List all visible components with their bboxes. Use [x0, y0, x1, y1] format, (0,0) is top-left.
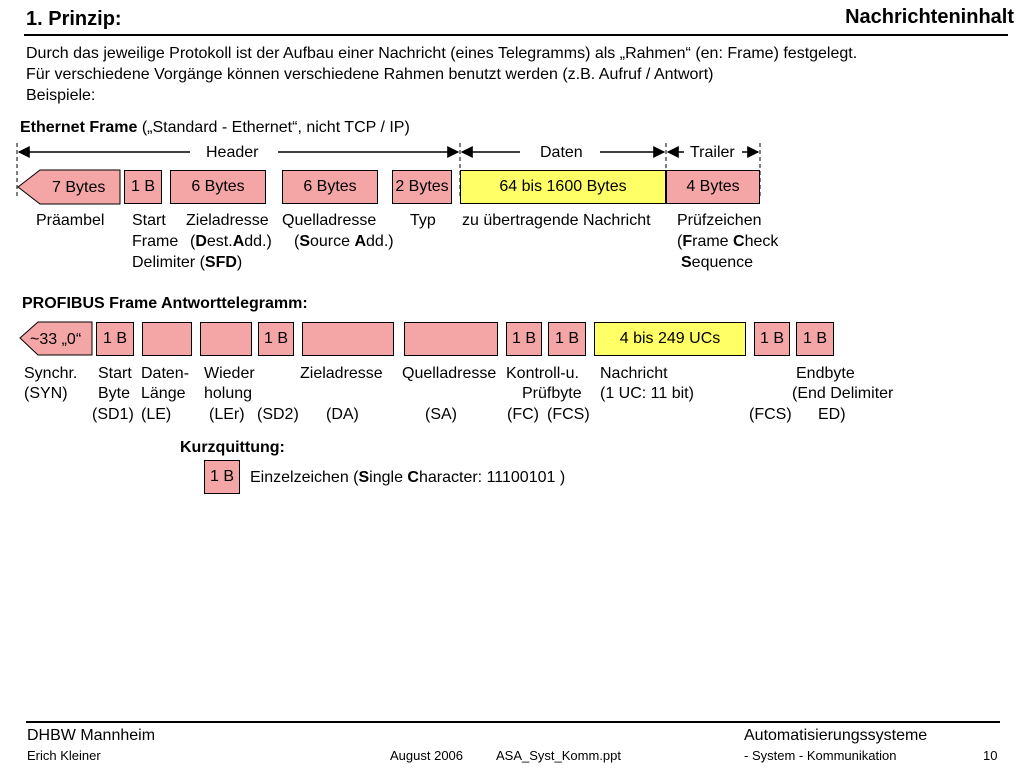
eth-box-praeambel-label: 7 Bytes	[52, 179, 106, 196]
kurzquittung-text	[250, 468, 565, 487]
pb-box-fcs2: 1 B	[754, 322, 790, 356]
eth-label-pruef-3a: S	[681, 254, 692, 271]
pb-label-da-2: (DA)	[326, 406, 359, 423]
eth-label-quell-2a: (	[294, 233, 300, 250]
footer-file: ASA_Syst_Komm.ppt	[496, 748, 621, 763]
kurzquittung-text-d: C	[407, 469, 419, 486]
eth-label-pruef-2a: (	[677, 233, 683, 250]
eth-label-pruef-3	[681, 253, 753, 272]
pb-box-data: 4 bis 249 UCs	[594, 322, 746, 356]
eth-label-pruef-2c: rame	[692, 233, 734, 250]
eth-label-sfd-3c: )	[236, 254, 243, 271]
pb-label-msg-1: Nachricht	[600, 365, 668, 382]
profibus-title: PROFIBUS Frame Antworttelegramm:	[22, 295, 308, 312]
slide-title: 1. Prinzip:	[26, 8, 122, 30]
intro-line-1: Durch das jeweilige Protokoll ist der Aufbau einer Nachricht (eines Telegramms) als „Rahmen“ (en: Frame) festgelegt.	[26, 45, 858, 62]
pb-box-sd2: 1 B	[258, 322, 294, 356]
ethernet-title-bold: Ethernet Frame	[20, 119, 138, 136]
slide-topic: Nachrichteninhalt	[845, 6, 1014, 28]
eth-label-ziel-2d: A	[232, 233, 245, 250]
pb-label-fc-3: (FC)	[507, 406, 539, 423]
pb-label-syn-2: (SYN)	[24, 385, 68, 402]
pb-label-ler-1: Wieder	[204, 365, 255, 382]
pb-label-le-2: Länge	[141, 385, 186, 402]
footer-date: August 2006	[390, 748, 464, 763]
section-header-label: Header	[206, 144, 259, 161]
eth-label-sfd-3b: SFD	[204, 254, 237, 271]
pb-label-ed-3: ED)	[818, 406, 846, 423]
eth-label-pruef-2	[677, 232, 778, 251]
eth-box-sfd: 1 B	[124, 170, 162, 204]
pb-label-sa-2: (SA)	[425, 406, 457, 423]
pb-label-da-1: Zieladresse	[300, 365, 383, 382]
eth-label-quell-1: Quelladresse	[282, 212, 377, 229]
ethernet-title-rest: („Standard - Ethernet“, nicht TCP / IP)	[141, 119, 410, 136]
pb-box-ed: 1 B	[796, 322, 834, 356]
eth-label-quell-2c: ource	[310, 233, 355, 250]
pb-label-ed-1: Endbyte	[796, 365, 855, 382]
eth-label-pruef-3b: equence	[691, 254, 754, 271]
pb-label-msg-2: (1 UC: 11 bit)	[600, 385, 694, 402]
pb-label-fc-2: Prüfbyte	[522, 385, 582, 402]
pb-label-fc-4: (FCS)	[547, 406, 590, 423]
footer-course: Automatisierungssysteme	[744, 727, 928, 744]
eth-label-pruef-2e: heck	[744, 233, 779, 250]
pb-box-syn-label: ~33 „0“	[30, 331, 82, 348]
eth-box-source: 6 Bytes	[282, 170, 378, 204]
eth-label-quell-2e: dd.)	[366, 233, 394, 250]
eth-label-sfd-3	[132, 253, 242, 272]
pb-label-le-3: (LE)	[141, 406, 172, 423]
kurzquittung-title: Kurzquittung:	[180, 439, 285, 456]
pb-box-le	[142, 322, 192, 356]
pb-label-sd1-2: Byte	[98, 385, 131, 402]
pb-box-sa	[404, 322, 498, 356]
section-daten-label: Daten	[540, 144, 583, 161]
pb-label-fc-1: Kontroll-u.	[506, 365, 579, 382]
pb-box-ler	[200, 322, 252, 356]
eth-label-praeambel: Präambel	[36, 212, 105, 229]
pb-label-ed-2: (End Delimiter	[792, 385, 894, 402]
pb-box-sd1: 1 B	[96, 322, 134, 356]
pb-label-ler-2: holung	[204, 385, 253, 402]
eth-label-nachricht: zu übertragende Nachricht	[462, 212, 651, 229]
footer-page-number: 10	[983, 748, 998, 763]
pb-label-le-1: Daten-	[141, 365, 190, 382]
eth-label-ziel-2a: (	[190, 233, 196, 250]
intro-line-2: Für verschiedene Vorgänge können verschiedene Rahmen benutzt werden (z.B. Aufruf / Antwort)	[26, 66, 714, 83]
eth-box-type: 2 Bytes	[392, 170, 452, 204]
pb-box-da	[302, 322, 394, 356]
kurzquittung-text-c: ingle	[369, 469, 408, 486]
eth-label-ziel-2e: dd.)	[244, 233, 272, 250]
footer-subtitle: - System - Kommunikation	[744, 748, 897, 763]
eth-label-quell-2d: A	[354, 233, 367, 250]
pb-label-sa-1: Quelladresse	[402, 365, 497, 382]
kurzquittung-box: 1 B	[204, 460, 240, 494]
eth-label-pruef-1: Prüfzeichen	[677, 212, 762, 229]
pb-label-syn-1: Synchr.	[24, 365, 78, 382]
pb-label-sd1-3: (SD1)	[92, 406, 134, 423]
pb-box-fcs1: 1 B	[548, 322, 586, 356]
eth-box-fcs: 4 Bytes	[666, 170, 760, 204]
intro-line-3: Beispiele:	[26, 87, 96, 104]
pb-label-sd2: (SD2)	[257, 406, 299, 423]
eth-label-ziel-2	[190, 232, 272, 251]
eth-label-typ: Typ	[410, 212, 436, 229]
eth-label-sfd-2: Frame	[132, 233, 179, 250]
pb-label-ler-3: (LEr)	[209, 406, 245, 423]
eth-box-data: 64 bis 1600 Bytes	[460, 170, 666, 204]
section-trailer-label: Trailer	[690, 144, 735, 161]
kurzquittung-text-a: Einzelzeichen (	[250, 469, 359, 486]
eth-label-quell-2	[294, 232, 394, 251]
eth-label-quell-2b: S	[299, 233, 310, 250]
footer-author: Erich Kleiner	[27, 748, 101, 763]
footer-org: DHBW Mannheim	[27, 727, 156, 744]
kurzquittung-text-e: haracter: 11100101 )	[418, 469, 566, 486]
eth-label-sfd-1: Start	[132, 212, 166, 229]
pb-box-fc: 1 B	[506, 322, 542, 356]
eth-label-ziel-2b: D	[195, 233, 207, 250]
eth-label-ziel-2c: est.	[206, 233, 233, 250]
footer-rule	[26, 721, 1000, 723]
kurzquittung-text-b: S	[358, 469, 370, 486]
eth-label-sfd-3a: Delimiter (	[132, 254, 205, 271]
pb-label-sd1-1: Start	[98, 365, 132, 382]
eth-box-dest: 6 Bytes	[170, 170, 266, 204]
pb-label-fcs: (FCS)	[749, 406, 792, 423]
eth-label-ziel-1: Zieladresse	[186, 212, 269, 229]
eth-label-pruef-2b: F	[682, 233, 693, 250]
eth-label-pruef-2d: C	[733, 233, 745, 250]
